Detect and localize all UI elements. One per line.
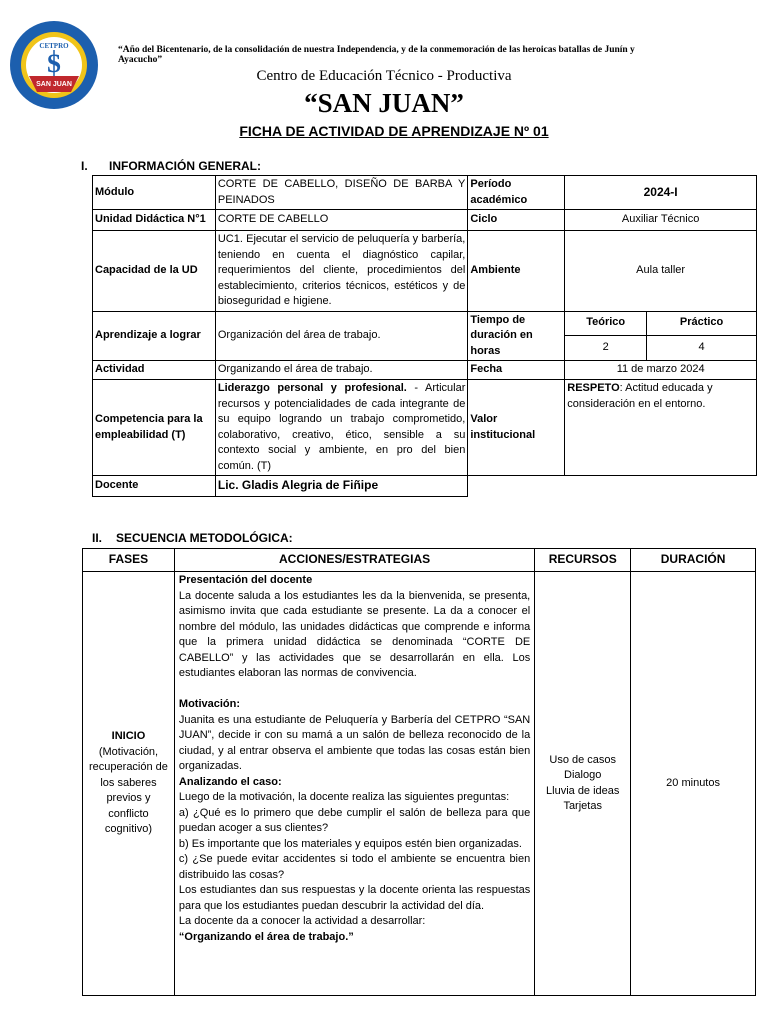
p2-text: Juanita es una estudiante de Peluquería y Barbería del CETPRO “SAN JUAN”, decide ir con su mamá a un salón de belleza reconocido de la ciudad, y al entrar observa el ambiente que todas las cosas están bien organizadas. [178, 713, 531, 772]
year-motto: “Año del Bicentenario, de la consolidación de nuestra Independencia, y de la conmemoración de las heroicas batallas de Junín y Ayacucho” [118, 45, 635, 65]
recurso-item: Uso de casos [549, 753, 617, 766]
recurso-item: Tarjetas [563, 800, 602, 812]
fecha-value: 11 de marzo 2024 [565, 361, 757, 380]
actividad-label: Actividad [93, 361, 216, 380]
fase-cell [83, 572, 175, 996]
section-number: I. [81, 159, 88, 173]
center-name: Centro de Educación Técnico - Productiva [256, 68, 512, 84]
periodo-label: Período académico [468, 176, 565, 210]
question-b: b) Es importante que los materiales y equipos estén bien organizadas. [178, 837, 522, 850]
header-recursos: RECURSOS [535, 549, 631, 572]
svg-text:SAN JUAN: SAN JUAN [36, 81, 72, 88]
competencia-label: Competencia para la empleabilidad (T) [93, 380, 216, 476]
practico-label: Práctico [647, 311, 757, 335]
teorico-label: Teórico [565, 311, 647, 335]
tiempo-label: Tiempo de duración en horas [468, 311, 565, 361]
duracion-value: 20 minutos [631, 572, 756, 996]
valor-bold: RESPETO [567, 382, 620, 394]
periodo-value: 2024-I [565, 176, 757, 210]
header-fases: FASES [83, 549, 175, 572]
unidad-label: Unidad Didáctica N°1 [93, 210, 216, 231]
svg-text:CETPRO: CETPRO [39, 42, 69, 50]
aprendizaje-label: Aprendizaje a lograr [93, 311, 216, 361]
fase-subtitle: (Motivación, recuperación de los saberes previos y conflicto cognitivo) [89, 745, 168, 836]
fecha-label: Fecha [468, 361, 565, 380]
ambiente-label: Ambiente [468, 231, 565, 312]
general-info-table [92, 175, 757, 497]
unidad-value: CORTE DE CABELLO [215, 210, 468, 231]
ciclo-value: Auxiliar Técnico [565, 210, 757, 231]
svg-text:S: S [46, 49, 62, 78]
question-a: a) ¿Qué es lo primero que debe cumplir el salón de belleza para que puedan acoger a sus clientes? [178, 806, 531, 834]
section-title: INFORMACIÓN GENERAL: [109, 159, 261, 173]
section-number: II. [92, 531, 103, 545]
competencia-text: - Articular recursos y potencialidades de cada integrante de su equipo logrando un trabajo comprometido, colaborativo, creativo, ético, sensible a su contexto social y ambiente, en pro del bien común. (T) [217, 382, 466, 472]
section-title: SECUENCIA METODOLÓGICA: [116, 531, 293, 545]
p3-title: Analizando el caso: [178, 775, 282, 788]
capacidad-label: Capacidad de la UD [93, 231, 216, 312]
capacidad-value: UC1. Ejecutar el servicio de peluquería y barbería, teniendo en cuenta el diagnóstico capilar, requerimientos del cliente, procedimientos del establecimiento, criterios técnicos, estéticos y de bioseguridad e higiene. [215, 231, 468, 312]
aprendizaje-value: Organización del área de trabajo. [215, 311, 468, 361]
recurso-item: Dialogo [564, 769, 602, 781]
modulo-value: CORTE DE CABELLO, DISEÑO DE BARBA Y PEINADOS [215, 176, 468, 210]
p2-title: Motivación: [178, 698, 241, 710]
p5-text: La docente da a conocer la actividad a desarrollar: [178, 915, 426, 927]
empty-cell [468, 476, 565, 497]
ciclo-label: Ciclo [468, 210, 565, 231]
competencia-bold: Liderazgo personal y profesional. [217, 382, 407, 394]
ambiente-value: Aula taller [565, 231, 757, 312]
p3-text: Luego de la motivación, la docente realiza las siguientes preguntas: [178, 791, 510, 803]
teorico-value: 2 [565, 335, 647, 360]
question-c: c) ¿Se puede evitar accidentes si todo el ambiente se encuentra bien distribuido las cosas? [178, 853, 531, 881]
section-general-info-heading [81, 159, 261, 173]
fase-title: INICIO [111, 730, 146, 743]
school-name: “SAN JUAN” [304, 88, 464, 118]
p5-bold: “Organizando el área de trabajo.” [178, 930, 354, 943]
p1-title: Presentación del docente [178, 574, 313, 586]
acciones-cell [174, 572, 534, 996]
valor-text: : Actitud educada y consideración en el entorno. [567, 382, 713, 410]
practico-value: 4 [647, 335, 757, 360]
header-acciones: ACCIONES/ESTRATEGIAS [174, 549, 534, 572]
valor-label: Valor institucional [468, 380, 565, 476]
recursos-cell [535, 572, 631, 996]
p1-text: La docente saluda a los estudiantes les da la bienvenida, se presenta, asimismo invita que cada estudiante se presente. La da a conocer el nombre del módulo, las unidades didácticas que comprende e informa que la primera unidad didáctica se denominada “CORTE DE CABELLO” y las actividades que se desarrollarán en ella. Los estudiantes elaboran las normas de convivencia. [178, 589, 531, 679]
valor-value [565, 380, 757, 476]
p4-text: Los estudiantes dan sus respuestas y la docente orienta las respuestas para que los estudiantes puedan descubrir la actividad del día. [178, 884, 531, 912]
docente-value: Lic. Gladis Alegria de Fiñipe [215, 476, 468, 497]
actividad-value: Organizando el área de trabajo. [215, 361, 468, 380]
methodology-table [82, 548, 756, 996]
header-duracion: DURACIÓN [631, 549, 756, 572]
modulo-label: Módulo [93, 176, 216, 210]
competencia-value [215, 380, 468, 476]
ficha-title: FICHA DE ACTIVIDAD DE APRENDIZAJE Nº 01 [239, 123, 549, 139]
recurso-item: Lluvia de ideas [546, 784, 620, 797]
docente-label: Docente [93, 476, 216, 497]
section-sequence-heading [92, 531, 293, 545]
empty-cell [565, 476, 757, 497]
